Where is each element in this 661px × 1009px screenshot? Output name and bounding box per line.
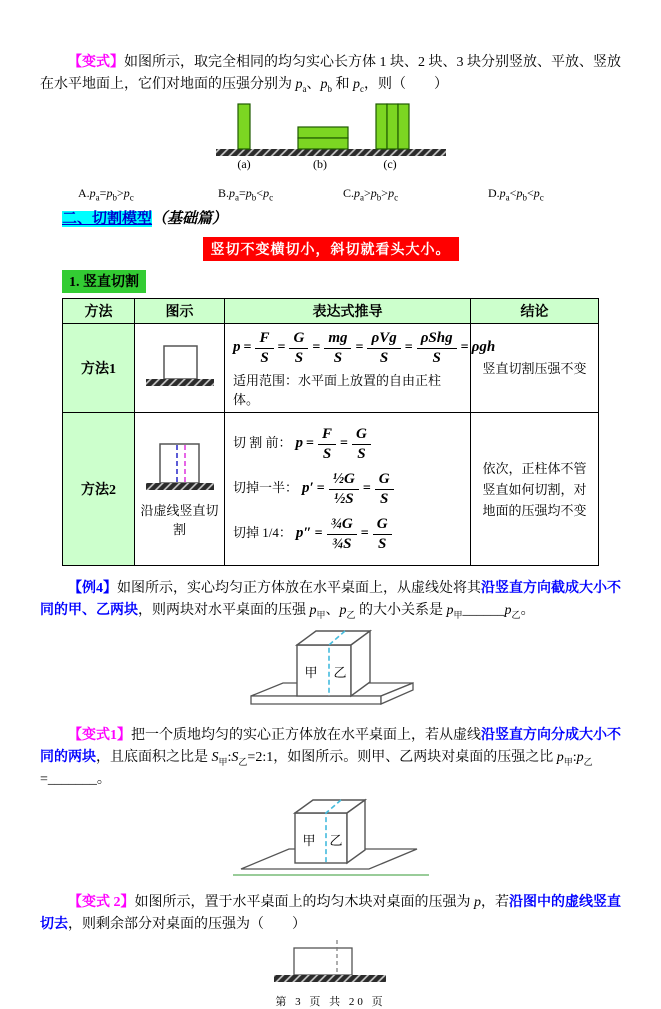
- method1-diagram: [135, 324, 225, 413]
- label-b: (b): [312, 157, 327, 171]
- figure-cube-on-surface: [40, 795, 621, 884]
- label-yi: 乙: [332, 665, 347, 680]
- label-c: (c): [382, 157, 397, 171]
- variation-1-label: 【变式1】: [68, 728, 131, 743]
- block-c-1: [376, 104, 387, 149]
- col-method: 方法: [63, 299, 135, 324]
- label-a: (a): [236, 157, 251, 171]
- wood-block: [294, 948, 352, 975]
- ground-hatch: [146, 379, 214, 386]
- table-row-method2: [63, 413, 599, 566]
- example-4-emphasis: 沿竖直方向截成大小不同的甲、乙两块: [40, 581, 621, 618]
- pressure-formula: p = $\frac{F}{S}$ = $\frac{G}{S}$ = $\frac{mg}{S}$ = $\frac{\text{ρVg}}{S}$ = $\frac{\text{ρShg}}{S}$ = ρgh: [233, 330, 496, 366]
- column-on-ground-diagram: [144, 342, 216, 390]
- option-c: $C.p_a>p_b>p_c$: [343, 186, 399, 203]
- methods-table: [62, 298, 599, 566]
- variation-1-emphasis: 沿竖直方向分成大小不同的两块: [40, 728, 621, 765]
- method2-conclusion: 依次，正柱体不管竖直如何切割，对地面的压强均不变: [471, 413, 599, 566]
- diagram-caption: 沿虚线竖直切割: [140, 502, 219, 537]
- table-header-row: [63, 299, 599, 324]
- problem-variation-label: 【变式】: [68, 55, 124, 70]
- column-block: [164, 346, 197, 379]
- ground-hatch: [216, 149, 446, 156]
- method2-diagram: [135, 413, 225, 566]
- col-diagram: 图示: [135, 299, 225, 324]
- problem-text: 如图所示，取完全相同的均匀实心长方体 1 块、2 块、3 块分别竖放、平放、竖放在水平地面上，它们对地面的压强分别为: [40, 55, 621, 92]
- col-derivation: 表达式推导: [225, 299, 471, 324]
- method1-cell: 方法1: [63, 324, 135, 413]
- variation-2-label: 【变式 2】: [68, 895, 135, 910]
- variation-1: 【变式1】把一个质地均匀的实心正方体放在水平桌面上，若从虚线沿竖直方向分成大小不同的两块，且底面积之比是 $S_甲:S_乙=2:1$，如图所示。则甲、乙两块对桌面的压强之比 $p_甲:p_乙=\_\_\_\_\_\_\_$。: [40, 728, 621, 787]
- method2-cell: 方法2: [63, 413, 135, 566]
- subheading-row: [40, 270, 621, 293]
- formula-cut-quarter: 切掉 1/4： p″ = $\frac{\text{¾G}}{\text{¾S}}$ = $\frac{G}{S}$: [233, 516, 462, 552]
- table-row-method1: [63, 324, 599, 413]
- option-d: $D.p_a<p_b<p_c$: [488, 186, 544, 203]
- blocks-diagram: [216, 100, 446, 174]
- subheading-vertical-cut: 1. 竖直切割: [62, 270, 146, 293]
- label-yi: 乙: [328, 833, 343, 848]
- cut-column-diagram: [144, 441, 216, 493]
- math-p-a: p: [295, 77, 303, 92]
- page-footer: 第 3 页 共 20 页: [275, 996, 386, 1008]
- answer-blank: ______: [462, 603, 505, 618]
- variation-2-emphasis: 沿图中的虚线竖直切去: [40, 895, 621, 932]
- block-b-bottom: [298, 138, 348, 149]
- block-a: [238, 104, 250, 149]
- label-jia: 甲: [303, 665, 318, 680]
- option-b: $B.p_a=p_b<p_c$: [218, 186, 274, 203]
- ground-hatch: [274, 975, 386, 982]
- option-a: $A.p_a=p_b>p_c$: [78, 186, 134, 203]
- ground-hatch: [146, 483, 214, 490]
- section-title: 二、切割模型: [62, 211, 153, 227]
- math-p-b: p: [320, 77, 328, 92]
- method1-conclusion: 竖直切割压强不变: [471, 324, 599, 413]
- method2-derivation: [225, 413, 471, 566]
- column-block: [160, 444, 199, 483]
- block-c-3: [398, 104, 409, 149]
- figure-block-cut: [40, 940, 621, 989]
- section-subtitle: （基础篇）: [152, 211, 228, 227]
- answer-options: [40, 186, 621, 201]
- mnemonic-banner: 竖切不变横切小，斜切就看头大小。: [203, 237, 459, 261]
- method1-derivation: [225, 324, 496, 413]
- formula-before-cut: 切 割 前： p = $\frac{F}{S}$ = $\frac{G}{S}$: [233, 426, 462, 462]
- example-4-label: 【例4】: [68, 581, 117, 596]
- math-p-c: p: [353, 77, 360, 92]
- block-b-top: [298, 127, 348, 138]
- example-4: 【例4】如图所示，实心均匀正方体放在水平桌面上，从虚线处将其沿竖直方向截成大小不同的甲、乙两块，则两块对水平桌面的压强 $p_甲$、$p_乙$ 的大小关系是 $p_甲\_\_\_\_\_\_p_乙$。: [40, 581, 621, 620]
- answer-blank: _______: [47, 772, 97, 787]
- block-cut-diagram: [266, 940, 396, 984]
- figure-cube-on-slab: [40, 626, 621, 717]
- cube-slab-diagram: [231, 626, 431, 712]
- block-c-2: [387, 104, 398, 149]
- formula-scope: 适用范围：水平面上放置的自由正柱体。: [233, 373, 442, 407]
- figure-blocks: [40, 100, 621, 179]
- section-heading: [40, 207, 621, 228]
- col-conclusion: 结论: [471, 299, 599, 324]
- label-jia: 甲: [301, 833, 316, 848]
- slab-front: [251, 696, 381, 704]
- problem-variation: 【变式】如图所示，取完全相同的均匀实心长方体 1 块、2 块、3 块分别竖放、平放、竖放在水平地面上，它们对地面的压强分别为 $p_a$、$p_b$ 和 $p_c$，则（ ）: [40, 55, 621, 94]
- variation-2: 【变式 2】如图所示，置于水平桌面上的均匀木块对桌面的压强为 p，若沿图中的虚线竖直切去，则剩余部分对桌面的压强为（ ）: [40, 895, 621, 932]
- cube-surface-diagram: [231, 795, 431, 879]
- formula-cut-half: 切掉一半： p′ = $\frac{\text{½G}}{\text{½S}}$ = $\frac{G}{S}$: [233, 471, 462, 507]
